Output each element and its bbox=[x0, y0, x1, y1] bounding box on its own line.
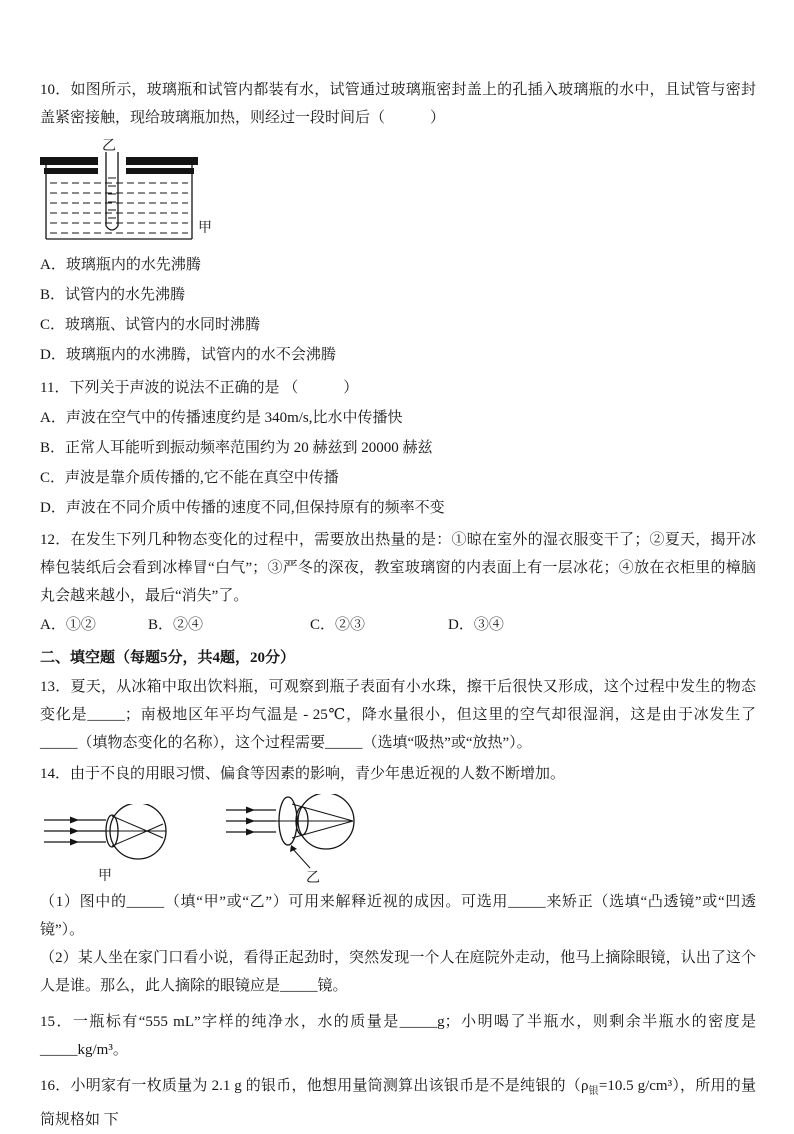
label-bottle-jia: 甲 bbox=[198, 221, 212, 236]
question-14-part-1: （1）图中的_____（填“甲”或“乙”）可用来解释近视的成因。可选用_____来矫正（选填“凸透镜”或“凹透镜”）。 bbox=[40, 894, 756, 938]
question-12-option-d: D．③④ bbox=[448, 617, 504, 633]
question-12-option-a: A．①② bbox=[40, 617, 96, 633]
question-16-subscript: 银 bbox=[588, 1086, 599, 1097]
question-11-option-c: C．声波是靠介质传播的,它不能在真空中传播 bbox=[40, 470, 339, 486]
lid-bar-left-2 bbox=[44, 168, 98, 174]
eye-diagram-yi bbox=[222, 794, 422, 886]
bottle-and-tube-diagram bbox=[40, 138, 216, 246]
question-11-option-a: A．声波在空气中的传播速度约是 340m/s,比水中传播快 bbox=[40, 410, 403, 426]
question-14-figure bbox=[40, 794, 756, 886]
section-2-header: 二、填空题（每题5分，共4题，20分） bbox=[40, 650, 296, 666]
eye-diagram-jia bbox=[40, 804, 208, 886]
question-10-option-d: D．玻璃瓶内的水沸腾，试管内的水不会沸腾 bbox=[40, 347, 336, 363]
lid-bar-left bbox=[40, 157, 98, 165]
lid-bar-right-2 bbox=[126, 168, 194, 174]
ray-arrow bbox=[70, 828, 79, 835]
question-10-option-a: A．玻璃瓶内的水先沸腾 bbox=[40, 257, 201, 273]
question-13-stem: 13．夏天，从冰箱中取出饮料瓶，可观察到瓶子表面有小水珠，擦干后很快又形成，这个过程中发生的物态变化是_____；南极地区年平均气温是 - 25℃，降水量很小，但这里的空气却很湿润，这是由于冰发生了_____（填物态变化的名称），这个过程需要_____（选填“吸热”或“放热”）。 bbox=[40, 679, 756, 751]
question-14-stem: 14．由于不良的用眼习惯、偏食等因素的影响，青少年患近视的人数不断增加。 bbox=[40, 766, 566, 782]
ray-arrow bbox=[70, 839, 79, 846]
question-10-figure bbox=[40, 138, 756, 246]
ray-arrow bbox=[70, 817, 79, 824]
question-12-stem: 12．在发生下列几种物态变化的过程中，需要放出热量的是：①晾在室外的湿衣服变干了；②夏天，揭开冰棒包装纸后会看到冰棒冒“白气”；③严冬的深夜，教室玻璃窗的内表面上有一层冰花；④放在衣柜里的樟脑丸会越来越小，最后“消失”了。 bbox=[40, 532, 756, 604]
question-10-stem: 10．如图所示，玻璃瓶和试管内都装有水，试管通过玻璃瓶密封盖上的孔插入玻璃瓶的水中，且试管与密封盖紧密接触，现给玻璃瓶加热，则经过一段时间后（ ） bbox=[40, 82, 756, 126]
question-11-option-d: D．声波在不同介质中传播的速度不同,但保持原有的频率不变 bbox=[40, 500, 445, 516]
question-10 bbox=[40, 76, 756, 370]
question-12-option-c: C．②③ bbox=[310, 617, 366, 633]
label-pointer-arrow bbox=[290, 845, 297, 852]
question-16-stem bbox=[40, 1072, 756, 1134]
lid-bar-right bbox=[126, 157, 198, 165]
label-pointer-line bbox=[292, 848, 310, 868]
question-14-part-2: （2）某人坐在家门口看小说，看得正起劲时，突然发现一个人在庭院外走动，他马上摘除眼镜，认出了这个人是谁。那么，此人摘除的眼镜应是_____镜。 bbox=[40, 950, 756, 994]
question-16-text-1: 16．小明家有一枚质量为 2.1 g 的银币，他想用量筒测算出该银币是不是纯银的（ρ bbox=[40, 1078, 589, 1094]
question-13 bbox=[40, 673, 756, 757]
question-14 bbox=[40, 760, 756, 1000]
label-yi: 乙 bbox=[306, 871, 320, 886]
question-10-option-c: C．玻璃瓶、试管内的水同时沸腾 bbox=[40, 317, 261, 333]
question-12-options bbox=[40, 610, 756, 640]
question-11-stem: 11．下列关于声波的说法不正确的是 （ ） bbox=[40, 380, 359, 396]
ray-arrow bbox=[246, 818, 255, 825]
question-12 bbox=[40, 526, 756, 640]
label-tube-yi: 乙 bbox=[102, 139, 116, 154]
question-16-text-2: =10.5 g/cm³），所用的量筒规格如 下 bbox=[40, 1078, 756, 1128]
question-10-option-b: B．试管内的水先沸腾 bbox=[40, 287, 186, 303]
ray-arrow bbox=[246, 807, 255, 814]
question-11-option-b: B．正常人耳能听到振动频率范围约为 20 赫兹到 20000 赫兹 bbox=[40, 440, 433, 456]
question-16 bbox=[40, 1072, 756, 1134]
label-jia: 甲 bbox=[98, 869, 112, 884]
question-12-option-b: B．②④ bbox=[148, 617, 204, 633]
question-11 bbox=[40, 373, 756, 523]
question-15-stem: 15．一瓶标有“555 mL”字样的纯净水，水的质量是_____g；小明喝了半瓶水，则剩余半瓶水的密度是_____kg/m³。 bbox=[40, 1014, 756, 1058]
ray-arrow bbox=[246, 829, 255, 836]
question-15 bbox=[40, 1008, 756, 1064]
